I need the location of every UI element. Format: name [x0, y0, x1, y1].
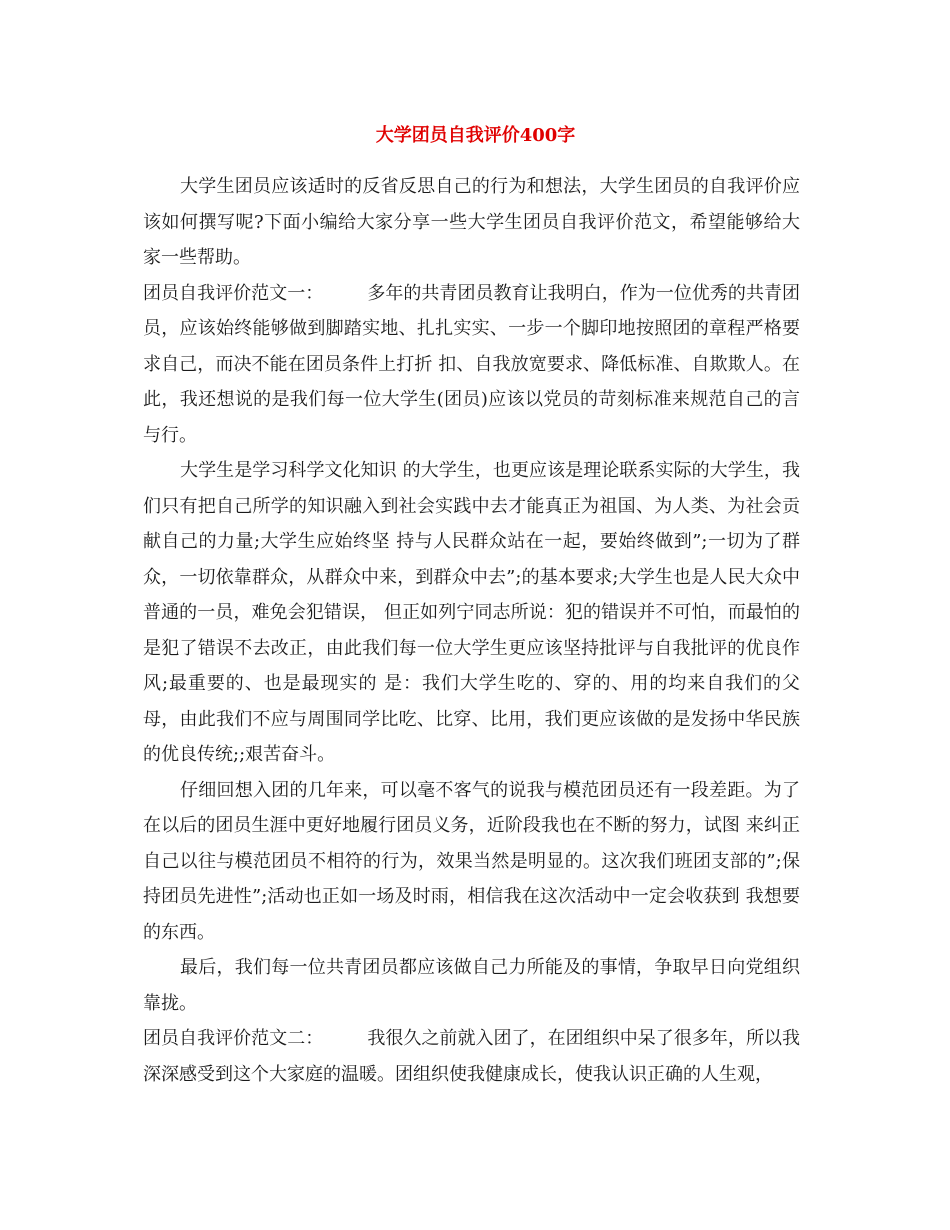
body-paragraph-2: 仔细回想入团的几年来，可以毫不客气的说我与模范团员还有一段差距。为了在以后的团员生涯中更好地履行团员义务，近阶段我也在不断的努力，试图 来纠正自己以往与模范团员不相符的行为，效果当然是明显的。这次我们班团支部的”;保持团员先进性”;活动也正如一场及时雨，相信我在这次活动中一定会收获到 我想要的东西。: [143, 779, 800, 943]
sample-two-label: 团员自我评价范文二：: [143, 1028, 324, 1049]
sample-two-paragraph: [143, 1021, 800, 1092]
sample-two-text: 我很久之前就入团了，在团组织中呆了很多年，所以我深深感受到这个大家庭的温暖。团组织使我健康成长，使我认识正确的人生观，: [143, 1028, 801, 1085]
body-paragraph-1: 大学生是学习科学文化知识 的大学生，也更应该是理论联系实际的大学生，我们只有把自己所学的知识融入到社会实践中去才能真正为祖国、为人类、为社会贡献自己的力量;大学生应始终坚 持与人民群众站在一起，要始终做到”;一切为了群众，一切依靠群众，从群众中来，到群众中去”;的基本要求;大学生也是人民大众中普通的一员，难免会犯错误， 但正如列宁同志所说：犯的错误并不可怕，而最怕的是犯了错误不去改正，由此我们每一位大学生更应该坚持批评与自我批评的优良作风;最重要的、也是最现实的 是：我们大学生吃的、穿的、用的均来自我们的父母，由此我们不应与周围同学比吃、比穿、比用，我们更应该做的是发扬中华民族的优良传统;;艰苦奋斗。: [143, 460, 800, 765]
document-title: 大学团员自我评价400字: [375, 125, 576, 146]
sample-one-label: 团员自我评价范文一：: [143, 282, 324, 304]
body-paragraph-3: 最后，我们每一位共青团员都应该做自己力所能及的事情，争取早日向党组织靠拢。: [143, 957, 800, 1014]
sample-one-paragraph: [143, 276, 800, 454]
sample-one-text: 多年的共青团员教育让我明白，作为一位优秀的共青团员，应该始终能够做到脚踏实地、扎扎实实、一步一个脚印地按照团的章程严格要求自己，而决不能在团员条件上打折 扣、自我放宽要求、降低标准、自欺欺人。在此，我还想说的是我们每一位大学生(团员)应该以党员的苛刻标准来规范自己的言与行。: [143, 282, 801, 446]
intro-paragraph: 大学生团员应该适时的反省反思自己的行为和想法，大学生团员的自我评价应该如何撰写呢?下面小编给大家分享一些大学生团员自我评价范文，希望能够给大家一些帮助。: [143, 176, 800, 268]
